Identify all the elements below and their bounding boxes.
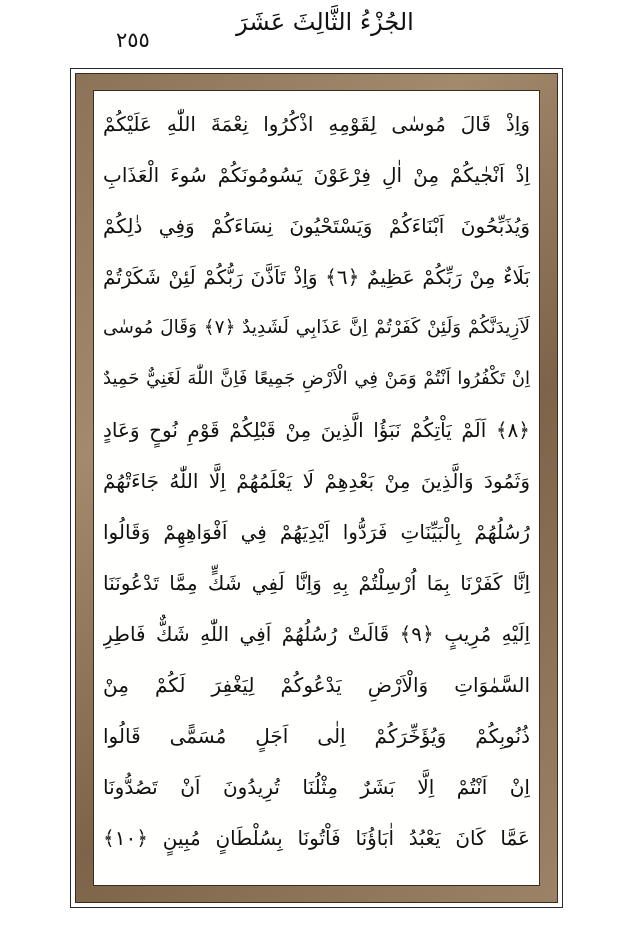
- quran-text-body: [103, 100, 530, 876]
- text-line: اِذْ اَنْجٰيكُمْ مِنْ اٰلِ فِرْعَوْنَ يَسُومُونَكُمْ سُوءَ الْعَذَابِ: [103, 163, 530, 187]
- text-line: وَاِذْ قَالَ مُوسٰى لِقَوْمِهِ اذْكُرُوا نِعْمَةَ اللّٰهِ عَلَيْكُمْ: [103, 112, 530, 136]
- text-line: بَلَاءٌ مِنْ رَبِّكُمْ عَظِيمٌ ﴿٦﴾ وَاِذْ تَاَذَّنَ رَبُّكُمْ لَئِنْ شَكَرْتُمْ: [103, 265, 530, 289]
- text-line: اِنْ اَنْتُمْ اِلَّا بَشَرٌ مِثْلُنَا تُرِيدُونَ اَنْ تَصُدُّونَا: [103, 775, 530, 799]
- page-header: [0, 8, 623, 52]
- text-line: لَاَزِيدَنَّكُمْ وَلَئِنْ كَفَرْتُمْ اِنَّ عَذَابِي لَشَدِيدٌ ﴿٧﴾ وَقَالَ مُوسٰى: [103, 317, 530, 338]
- juz-title: الجُزْءُ الثَّالِثَ عَشَرَ: [236, 8, 414, 36]
- page-number: ٢٥٥: [116, 28, 150, 52]
- text-line: اِنْ تَكْفُرُوا اَنْتُمْ وَمَنْ فِي الْاَرْضِ جَمِيعًا فَاِنَّ اللّٰهَ لَغَنِيٌّ حَمِيدٌ: [103, 368, 530, 389]
- text-line: اِلَيْهِ مُرِيبٍ ﴿٩﴾ قَالَتْ رُسُلُهُمْ اَفِي اللّٰهِ شَكٌّ فَاطِرِ: [103, 622, 530, 646]
- text-line: وَيُذَبِّحُونَ اَبْنَاءَكُمْ وَيَسْتَحْيُونَ نِسَاءَكُمْ وَفِي ذٰلِكُمْ: [103, 214, 530, 238]
- text-line: عَمَّا كَانَ يَعْبُدُ اٰبَاؤُنَا فَاْتُونَا بِسُلْطَانٍ مُبِينٍ ﴿١٠﴾: [103, 826, 530, 850]
- text-line: رُسُلُهُمْ بِالْبَيِّنَاتِ فَرَدُّوا اَيْدِيَهُمْ فِي اَفْوَاهِهِمْ وَقَالُوا: [103, 520, 530, 544]
- text-line: ﴿٨﴾ اَلَمْ يَاْتِكُمْ نَبَؤُا الَّذِينَ مِنْ قَبْلِكُمْ قَوْمِ نُوحٍ وَعَادٍ: [103, 418, 530, 442]
- text-line: ذُنُوبِكُمْ وَيُؤَخِّرَكُمْ اِلٰى اَجَلٍ مُسَمًّى قَالُوا: [103, 724, 530, 748]
- text-line: اِنَّا كَفَرْنَا بِمَا اُرْسِلْتُمْ بِهِ وَاِنَّا لَفِي شَكٍّ مِمَّا تَدْعُونَنَا: [103, 571, 530, 595]
- text-line: وَثَمُودَ وَالَّذِينَ مِنْ بَعْدِهِمْ لَا يَعْلَمُهُمْ اِلَّا اللّٰهُ جَاءَتْهُمْ: [103, 469, 530, 493]
- text-line: السَّمٰوَاتِ وَالْاَرْضِ يَدْعُوكُمْ لِيَغْفِرَ لَكُمْ مِنْ: [103, 673, 530, 697]
